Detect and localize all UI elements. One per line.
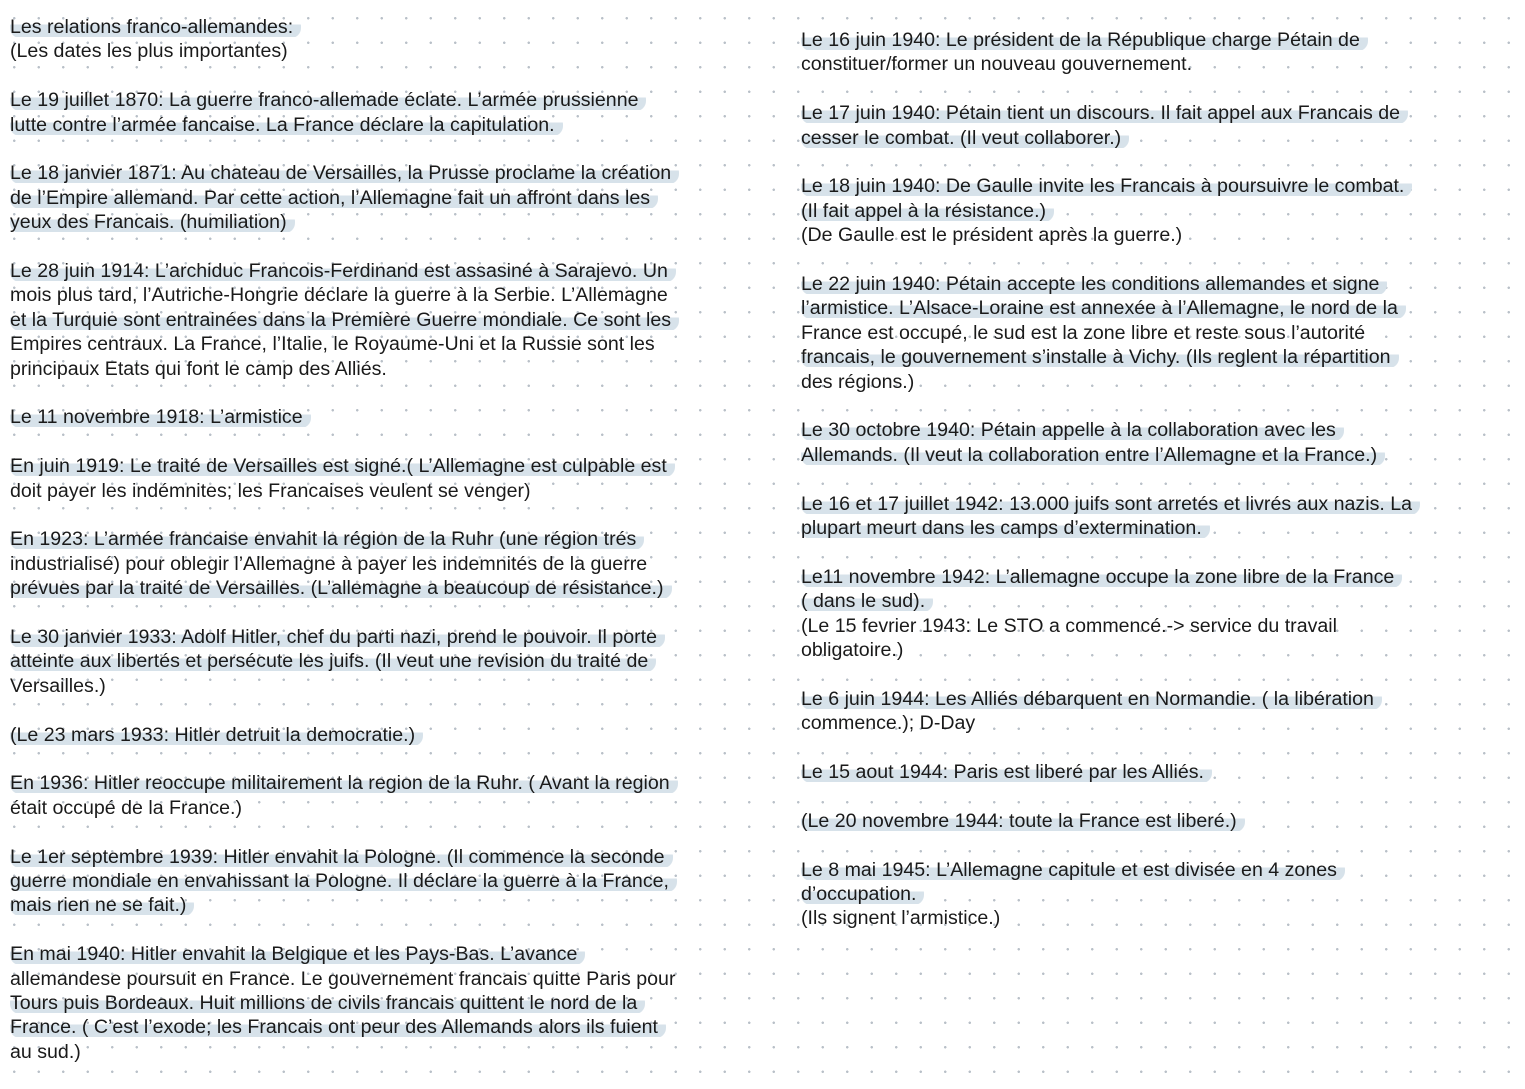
entry-line bbox=[10, 552, 750, 576]
entry-text: Le 30 janvier 1933: Adolf Hitler, chef du parti nazi, prend le pouvoir. Il porte bbox=[10, 626, 665, 648]
entry-text: France est occupé, le sud est la zone libre et reste sous l’autorité bbox=[801, 321, 1366, 344]
entry-line bbox=[10, 942, 750, 966]
entry-text: des régions.) bbox=[801, 370, 915, 393]
timeline-entry bbox=[10, 942, 750, 1064]
entry-text: guerre mondiale en envahissant la Pologne. Il déclare la guerre à la France, bbox=[10, 870, 677, 892]
entry-line bbox=[801, 28, 1516, 52]
entry-text: En 1923: L’armée francaise envahit la région de la Ruhr (une région trés bbox=[10, 528, 644, 550]
timeline-entry bbox=[801, 809, 1516, 833]
timeline-entry bbox=[10, 771, 750, 820]
entry-text: Le 15 aout 1944: Paris est liberé par les Alliés. bbox=[801, 761, 1212, 783]
entry-line bbox=[10, 869, 750, 893]
entry-text: Le 22 juin 1940: Pétain accepte les conditions allemandes et signe bbox=[801, 273, 1387, 295]
entry-text: prévues par la traité de Versailles. (L’allemagne a beaucoup de résistance.) bbox=[10, 577, 672, 599]
entry-line bbox=[801, 711, 1516, 735]
timeline-entry bbox=[801, 174, 1516, 247]
entry-line bbox=[801, 52, 1516, 76]
entry-line bbox=[10, 357, 750, 381]
entry-line bbox=[10, 625, 750, 649]
entry-text: France. ( C’est l’exode; les Francais ont peur des Allemands alors ils fuient bbox=[10, 1016, 666, 1038]
entry-text: constituer/former un nouveau gouvernement. bbox=[801, 53, 1193, 76]
entry-text: d’occupation. bbox=[801, 883, 924, 905]
entry-line bbox=[801, 443, 1516, 467]
timeline-entry bbox=[10, 259, 750, 381]
entry-text: plupart meurt dans les camps d’extermination. bbox=[801, 517, 1210, 539]
entry-text: Le 30 octobre 1940: Pétain appelle à la collaboration avec les bbox=[801, 419, 1344, 441]
timeline-entry bbox=[801, 760, 1516, 784]
entry-line bbox=[801, 614, 1516, 638]
entry-line bbox=[10, 576, 750, 600]
entry-line bbox=[10, 186, 750, 210]
entry-line bbox=[801, 492, 1516, 516]
entry-text: principaux Etats qui font le camp des Alliés. bbox=[10, 357, 387, 380]
timeline-entry bbox=[10, 527, 750, 600]
timeline-entry bbox=[801, 28, 1516, 77]
entry-text: industrialisé) pour oblegir l’Allemagne à payer les indemnités de la guerre bbox=[10, 552, 648, 575]
entry-text: l’armistice. L’Alsace-Loraine est annexée à l’Allemagne, le nord de la bbox=[801, 297, 1406, 319]
entry-text: En mai 1940: Hitler envahit la Belgique et les Pays-Bas. L’avance bbox=[10, 943, 585, 965]
right-column bbox=[801, 28, 1516, 955]
entry-text: En 1936: Hitler reoccupe militairement la region de la Ruhr. ( Avant la region bbox=[10, 772, 678, 794]
entry-text: Le 18 janvier 1871: Au chateau de Versailles, la Prusse proclame la création bbox=[10, 162, 679, 184]
entry-line bbox=[801, 882, 1516, 906]
entry-line bbox=[10, 796, 750, 820]
entry-line bbox=[10, 39, 750, 63]
entry-text: commence.); D-Day bbox=[801, 712, 976, 735]
entry-line bbox=[10, 723, 750, 747]
entry-line bbox=[801, 199, 1516, 223]
entry-text: cesser le combat. (Il veut collaborer.) bbox=[801, 127, 1129, 149]
timeline-entry bbox=[10, 405, 750, 429]
timeline-entry bbox=[801, 101, 1516, 150]
entry-line bbox=[801, 638, 1516, 662]
entry-text: Empires centraux. La France, l’Italie, le Royaume-Uni et la Russie sont les bbox=[10, 333, 655, 356]
entry-line bbox=[10, 674, 750, 698]
timeline-entry bbox=[801, 565, 1516, 663]
timeline-entry bbox=[801, 687, 1516, 736]
entry-line bbox=[10, 991, 750, 1015]
entry-text: Le 1er septembre 1939: Hitler envahit la Pologne. (Il commence la seconde bbox=[10, 846, 673, 868]
entry-text: lutte contre l’armée fancaise. La France déclare la capitulation. bbox=[10, 114, 563, 136]
entry-text: (Le 23 mars 1933: Hitler detruit la democratie.) bbox=[10, 724, 423, 746]
entry-text: Le11 novembre 1942: L’allemagne occupe la zone libre de la France bbox=[801, 566, 1402, 588]
entry-line bbox=[801, 565, 1516, 589]
entry-text: Le 28 juin 1914: L’archiduc Francois-Ferdinand est assasiné à Sarajevo. Un bbox=[10, 260, 676, 282]
entry-line bbox=[801, 321, 1516, 345]
entry-text: au sud.) bbox=[10, 1040, 81, 1063]
entry-text: atteinte aux libertés et persécute les juifs. (Il veut une revision du traité de bbox=[10, 650, 656, 672]
entry-text: Le 17 juin 1940: Pétain tient un discours. Il fait appel aux Francais de bbox=[801, 102, 1408, 124]
entry-text: de l’Empire allemand. Par cette action, l’Allemagne fait un affront dans les bbox=[10, 187, 658, 209]
entry-line bbox=[801, 418, 1516, 442]
entry-line bbox=[10, 771, 750, 795]
entry-text: Allemands. (Il veut la collaboration entre l’Allemagne et la France.) bbox=[801, 444, 1385, 466]
entry-line bbox=[10, 893, 750, 917]
entry-text: (Ils signent l’armistice.) bbox=[801, 907, 1001, 930]
entry-line bbox=[10, 259, 750, 283]
entry-text: était occupé de la France.) bbox=[10, 796, 242, 819]
entry-line bbox=[801, 858, 1516, 882]
entry-text: (Les dates les plus importantes) bbox=[10, 40, 288, 63]
entry-line bbox=[801, 516, 1516, 540]
entry-line bbox=[10, 1040, 750, 1064]
entry-text: mais rien ne se fait.) bbox=[10, 894, 194, 916]
timeline-entry bbox=[10, 723, 750, 747]
entry-text: francais, le gouvernement s’installe à Vichy. (Ils reglent la répartition bbox=[801, 346, 1399, 368]
entry-text: En juin 1919: Le traité de Versailles est signé.( L’Allemagne est culpable est bbox=[10, 455, 675, 477]
entry-text: Le 6 juin 1944: Les Alliés débarquent en Normandie. ( la libération bbox=[801, 688, 1382, 710]
timeline-entry bbox=[801, 492, 1516, 541]
entry-line bbox=[801, 370, 1516, 394]
entry-text: allemandese poursuit en France. Le gouvernement francais quitte Paris pour bbox=[10, 967, 676, 990]
entry-text: mois plus tard, l’Autriche-Hongrie déclare la guerre à la Serbie. L’Allemagne bbox=[10, 284, 668, 307]
entry-text: Le 16 et 17 juillet 1942: 13.000 juifs sont arretés et livrés aux nazis. La bbox=[801, 493, 1420, 515]
entry-line bbox=[10, 1015, 750, 1039]
entry-text: (De Gaulle est le président après la guerre.) bbox=[801, 224, 1183, 247]
entry-text: Le 8 mai 1945: L’Allemagne capitule et est divisée en 4 zones bbox=[801, 859, 1345, 881]
entry-line bbox=[801, 174, 1516, 198]
entry-line bbox=[10, 845, 750, 869]
timeline-entry bbox=[10, 88, 750, 137]
entry-line bbox=[10, 649, 750, 673]
timeline-entry bbox=[10, 161, 750, 234]
entry-text: Tours puis Bordeaux. Huit millions de civils francais quittent le nord de la bbox=[10, 992, 645, 1014]
entry-line bbox=[801, 760, 1516, 784]
entry-line bbox=[801, 126, 1516, 150]
entry-line bbox=[10, 967, 750, 991]
entry-line bbox=[10, 308, 750, 332]
entry-text: doit payer les indémnites; les Francaises veulent se venger) bbox=[10, 479, 531, 502]
entry-text: Le 19 juillet 1870: La guerre franco-allemade éclate. L’armée prussienne bbox=[10, 89, 646, 111]
entry-line bbox=[10, 88, 750, 112]
entry-line bbox=[10, 161, 750, 185]
timeline-entry bbox=[801, 418, 1516, 467]
entry-text: et la Turquie sont entrainées dans la Première Guerre mondiale. Ce sont les bbox=[10, 309, 679, 331]
entry-line bbox=[10, 332, 750, 356]
entry-line bbox=[10, 113, 750, 137]
timeline-entry bbox=[10, 15, 750, 64]
entry-text: obligatoire.) bbox=[801, 639, 904, 662]
timeline-entry bbox=[801, 858, 1516, 931]
entry-line bbox=[10, 405, 750, 429]
timeline-entry bbox=[10, 454, 750, 503]
entry-line bbox=[801, 906, 1516, 930]
entry-text: Le 18 juin 1940: De Gaulle invite les Francais à poursuivre le combat. bbox=[801, 175, 1412, 197]
entry-line bbox=[801, 809, 1516, 833]
entry-line bbox=[801, 345, 1516, 369]
entry-text: Le 16 juin 1940: Le président de la République charge Pétain de bbox=[801, 29, 1368, 51]
entry-line bbox=[10, 210, 750, 234]
entry-line bbox=[10, 283, 750, 307]
entry-text: (Il fait appel à la résistance.) bbox=[801, 200, 1054, 222]
entry-line bbox=[801, 296, 1516, 320]
entry-text: (Le 15 fevrier 1943: Le STO a commencé.-> service du travail bbox=[801, 614, 1337, 637]
left-column bbox=[10, 15, 750, 1089]
timeline-entry bbox=[10, 845, 750, 918]
entry-line bbox=[801, 687, 1516, 711]
entry-line bbox=[801, 223, 1516, 247]
entry-text: (Le 20 novembre 1944: toute la France est liberé.) bbox=[801, 810, 1245, 832]
entry-line bbox=[801, 589, 1516, 613]
entry-text: Le 11 novembre 1918: L’armistice bbox=[10, 406, 311, 428]
entry-text: Les relations franco-allemandes: bbox=[10, 16, 301, 38]
timeline-entry bbox=[801, 272, 1516, 394]
timeline-entry bbox=[10, 625, 750, 698]
entry-text: Versailles.) bbox=[10, 674, 106, 697]
entry-line bbox=[10, 479, 750, 503]
entry-line bbox=[801, 272, 1516, 296]
entry-line bbox=[801, 101, 1516, 125]
entry-line bbox=[10, 15, 750, 39]
entry-line bbox=[10, 527, 750, 551]
entry-line bbox=[10, 454, 750, 478]
entry-text: ( dans le sud). bbox=[801, 590, 933, 612]
entry-text: yeux des Francais. (humiliation) bbox=[10, 211, 295, 233]
